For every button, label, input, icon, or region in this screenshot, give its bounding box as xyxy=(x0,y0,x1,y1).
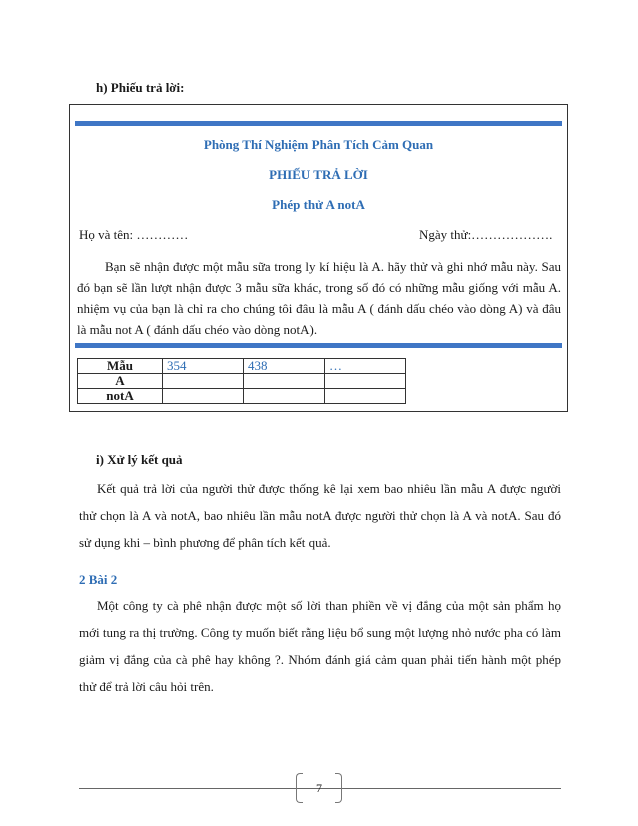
table-row xyxy=(78,389,406,404)
page-number: 7 xyxy=(316,781,322,795)
form-title: PHIẾU TRẢ LỜI xyxy=(269,167,368,182)
test-name: Phép thử A notA xyxy=(272,197,365,212)
answer-table xyxy=(77,358,406,404)
answer-cell[interactable] xyxy=(163,374,244,389)
table-header-cell: Mẫu xyxy=(78,359,163,374)
lab-name: Phòng Thí Nghiệm Phân Tích Cảm Quan xyxy=(203,137,434,152)
table-header-cell: 354 xyxy=(163,359,244,374)
table-header-cell: 438 xyxy=(244,359,325,374)
row-label: A xyxy=(78,374,163,389)
answer-cell[interactable] xyxy=(325,389,406,404)
name-field: Họ và tên: ………… xyxy=(79,227,189,242)
instruction-text: Bạn sẽ nhận được một mẫu sữa trong ly kí hiệu là A. hãy thử và ghi nhớ mẫu này. Sau đó bạn sẽ lần lượt nhận được 3 mẫu sữa khác, trong số đó có những mẫu giống với mẫu A. nhiệm vụ của bạn là chỉ ra cho chúng tôi đâu là mẫu A ( đánh dấu chéo vào dòng A) và đâu là mẫu not A ( đánh dấu chéo vào dòng notA). xyxy=(77,259,561,337)
top-divider-bar xyxy=(75,121,562,126)
section-i-heading: i) Xử lý kết quả xyxy=(96,452,183,467)
table-header-cell: … xyxy=(325,359,406,374)
answer-cell[interactable] xyxy=(244,374,325,389)
answer-cell[interactable] xyxy=(244,389,325,404)
table-row xyxy=(78,374,406,389)
section-2-heading: 2 Bài 2 xyxy=(79,572,118,587)
bottom-divider-bar xyxy=(75,343,562,348)
date-field: Ngày thử:………………. xyxy=(419,227,553,242)
answer-cell[interactable] xyxy=(325,374,406,389)
page-number-box xyxy=(296,773,342,803)
row-label: notA xyxy=(78,389,163,404)
section-2-text: Một công ty cà phê nhận được một số lời than phiền về vị đắng của một sản phẩm họ mới tung ra thị trường. Công ty muốn biết rằng liệu bổ sung một lượng nhỏ nước pha có làm giảm vị đắng của cà phê hay không ?. Nhóm đánh giá cảm quan phải tiến hành một phép thử để trả lời câu hỏi trên. xyxy=(79,598,561,694)
answer-cell[interactable] xyxy=(163,389,244,404)
section-h-heading: h) Phiếu trả lời: xyxy=(96,80,185,95)
table-header-row xyxy=(78,359,406,374)
section-i-text: Kết quả trả lời của người thử được thống kê lại xem bao nhiêu lần mẫu A được người thử chọn là A và notA, bao nhiêu lần mẫu notA được người thử chọn là A và notA. Sau đó sử dụng khi – bình phương để phân tích kết quả. xyxy=(79,481,561,550)
answer-sheet-box xyxy=(69,104,568,412)
